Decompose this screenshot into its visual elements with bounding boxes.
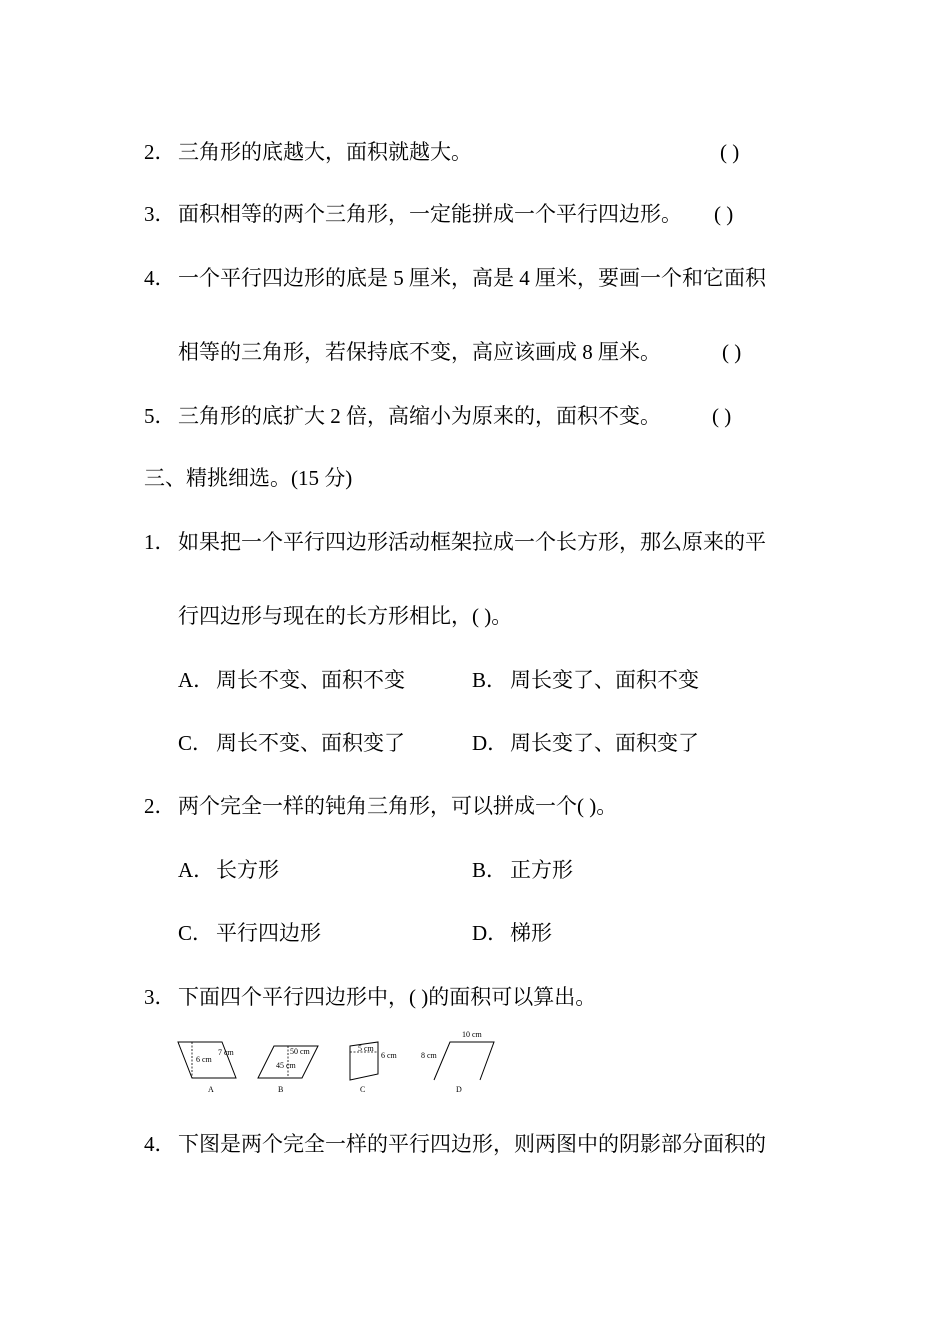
- question-text: 面积相等的两个三角形，一定能拼成一个平行四边形。: [178, 202, 682, 226]
- option-text: 周长变了、面积变了: [510, 731, 699, 755]
- option-label: A．: [178, 668, 215, 692]
- figure-c-side: 6 cm: [381, 1051, 397, 1060]
- option-label: B．: [472, 668, 508, 692]
- option-b[interactable]: [472, 854, 573, 886]
- option-c[interactable]: [178, 917, 321, 949]
- option-text: 周长不变、面积不变: [216, 668, 405, 692]
- figure-b-top: 50 cm: [290, 1047, 310, 1056]
- option-text: 平行四边形: [216, 921, 321, 945]
- figure-c-label: C: [360, 1085, 366, 1094]
- figure-a-height: 6 cm: [196, 1055, 212, 1064]
- figure-b-label: B: [278, 1085, 284, 1094]
- option-label: D．: [472, 921, 509, 945]
- question-number: 3．: [144, 202, 176, 226]
- figure-c-top: 5 cm: [358, 1044, 374, 1053]
- option-text: 梯形: [510, 921, 552, 945]
- option-label: A．: [178, 858, 215, 882]
- question-text: 下面四个平行四边形中，( )的面积可以算出。: [178, 985, 597, 1009]
- option-c[interactable]: [178, 727, 405, 759]
- question-text: 下图是两个完全一样的平行四边形，则两图中的阴影部分面积的: [178, 1132, 766, 1156]
- question-text: 两个完全一样的钝角三角形，可以拼成一个( )。: [178, 794, 618, 818]
- question-number: 2．: [144, 794, 176, 818]
- question-number: 5．: [144, 404, 176, 428]
- figure-d-top: 10 cm: [462, 1030, 482, 1039]
- question-number: 4．: [144, 1132, 176, 1156]
- question-text: 如果把一个平行四边形活动框架拉成一个长方形，那么原来的平: [178, 530, 766, 554]
- question-text-continued: 行四边形与现在的长方形相比，( )。: [178, 604, 513, 628]
- figure-a-label: A: [208, 1085, 214, 1094]
- option-label: C．: [178, 921, 214, 945]
- option-a[interactable]: [178, 664, 405, 696]
- option-label: D．: [472, 731, 509, 755]
- option-text: 正方形: [510, 858, 573, 882]
- section-heading: 三、精挑细选。(15 分): [144, 466, 353, 490]
- question-text: 一个平行四边形的底是 5 厘米，高是 4 厘米，要画一个和它面积: [178, 266, 766, 290]
- question-number: 4．: [144, 266, 176, 290]
- option-text: 周长不变、面积变了: [216, 731, 405, 755]
- option-label: C．: [178, 731, 214, 755]
- answer-blank[interactable]: ( ): [712, 404, 732, 428]
- question-number: 1．: [144, 530, 176, 554]
- figure-a-side: 7 cm: [218, 1048, 234, 1057]
- question-number: 2．: [144, 140, 176, 164]
- question-number: 3．: [144, 985, 176, 1009]
- answer-blank[interactable]: ( ): [722, 340, 742, 364]
- option-text: 长方形: [216, 858, 279, 882]
- question-text: 三角形的底越大，面积就越大。: [178, 140, 472, 164]
- question-text: 三角形的底扩大 2 倍，高缩小为原来的，面积不变。: [178, 404, 661, 428]
- answer-blank[interactable]: ( ): [720, 140, 740, 164]
- figure-c[interactable]: [350, 1042, 398, 1094]
- option-d[interactable]: [472, 917, 552, 949]
- figure-b-height: 45 cm: [276, 1061, 296, 1070]
- option-text: 周长变了、面积不变: [510, 668, 699, 692]
- figure-b[interactable]: [258, 1046, 318, 1094]
- figure-d-side: 8 cm: [421, 1051, 437, 1060]
- option-label: B．: [472, 858, 508, 882]
- question-text-continued: 相等的三角形，若保持底不变，高应该画成 8 厘米。: [178, 340, 661, 364]
- figure-a[interactable]: [178, 1042, 236, 1094]
- figure-d[interactable]: [421, 1030, 494, 1094]
- answer-blank[interactable]: ( ): [714, 202, 734, 226]
- parallelogram-figures: [170, 1028, 510, 1100]
- option-d[interactable]: [472, 727, 699, 759]
- option-b[interactable]: [472, 664, 699, 696]
- option-a[interactable]: [178, 854, 279, 886]
- figure-d-label: D: [456, 1085, 462, 1094]
